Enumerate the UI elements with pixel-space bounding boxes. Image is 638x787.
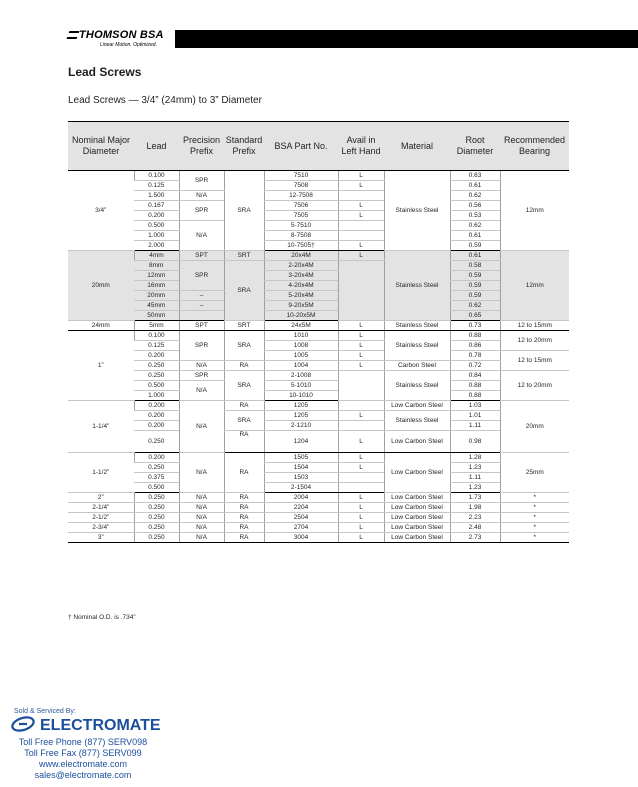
root-cell: 0.61	[450, 181, 500, 191]
standard-cell: SRA	[224, 331, 264, 361]
bearing-cell: *	[500, 533, 569, 543]
part-cell: 5-1010	[264, 381, 338, 391]
material-cell: Low Carbon Steel	[384, 513, 450, 523]
lead-cell: 0.250	[134, 431, 179, 453]
part-cell: 12-7508	[264, 191, 338, 201]
website-link[interactable]: www.electromate.com	[38, 759, 128, 769]
root-cell: 0.59	[450, 271, 500, 281]
lead-cell: 0.500	[134, 221, 179, 231]
part-cell: 1204	[264, 431, 338, 453]
lead-cell: 0.250	[134, 371, 179, 381]
root-cell: 0.88	[450, 391, 500, 401]
standard-cell: RA	[224, 523, 264, 533]
part-cell: 10-7505†	[264, 241, 338, 251]
table-row	[68, 331, 569, 341]
precision-cell: N/A	[179, 513, 224, 523]
root-cell: 0.62	[450, 301, 500, 311]
root-cell: 0.98	[450, 431, 500, 453]
table-row	[68, 371, 569, 381]
root-cell: 0.88	[450, 381, 500, 391]
table-row	[68, 523, 569, 533]
lead-cell: 0.250	[134, 513, 179, 523]
table-row	[68, 513, 569, 523]
bearing-cell: 25mm	[500, 453, 569, 493]
diameter-cell: 1”	[68, 331, 134, 401]
hand-cell	[338, 231, 384, 241]
thomson-logo	[68, 29, 164, 41]
standard-cell: SRA	[224, 371, 264, 401]
root-cell: 0.61	[450, 231, 500, 241]
electromate-logo-icon	[10, 716, 36, 732]
hand-cell: L	[338, 361, 384, 371]
material-cell: Stainless Steel	[384, 321, 450, 331]
lead-cell: 8mm	[134, 261, 179, 271]
header-row	[68, 122, 569, 171]
hand-cell: L	[338, 431, 384, 453]
precision-cell: –	[179, 291, 224, 301]
lead-cell: 0.167	[134, 201, 179, 211]
hand-cell: L	[338, 341, 384, 351]
lead-cell: 0.200	[134, 421, 179, 431]
electromate-logo	[10, 716, 161, 735]
part-cell: 4-20x4M	[264, 281, 338, 291]
bearing-cell: *	[500, 503, 569, 513]
table-row	[68, 463, 569, 473]
standard-cell: RA	[224, 431, 264, 453]
table-row	[68, 411, 569, 421]
root-cell: 0.78	[450, 351, 500, 361]
standard-cell: RA	[224, 503, 264, 513]
bearing-cell: 12 to 15mm	[500, 351, 569, 371]
root-cell: 0.59	[450, 291, 500, 301]
part-cell: 8-7508	[264, 231, 338, 241]
material-cell: Low Carbon Steel	[384, 401, 450, 411]
hand-cell	[338, 261, 384, 321]
diameter-cell: 2”	[68, 493, 134, 503]
part-cell: 1503	[264, 473, 338, 483]
phone-text: Toll Free Phone (877) SERV098	[18, 737, 148, 747]
part-cell: 7510	[264, 171, 338, 181]
table-row	[68, 421, 569, 431]
bearing-cell: 20mm	[500, 401, 569, 453]
hand-cell: L	[338, 523, 384, 533]
root-cell: 1.23	[450, 463, 500, 473]
col-part: BSA Part No.	[264, 122, 338, 171]
brand-tagline: Linear Motion. Optimized.	[100, 42, 157, 48]
bearing-cell: 12 to 20mm	[500, 371, 569, 401]
table-row	[68, 231, 569, 241]
col-bearing: Recommended Bearing	[500, 122, 569, 171]
lead-cell: 0.250	[134, 463, 179, 473]
hand-cell: L	[338, 331, 384, 341]
root-cell: 0.58	[450, 261, 500, 271]
lead-cell: 0.250	[134, 361, 179, 371]
hand-cell: L	[338, 251, 384, 261]
lead-cell: 0.250	[134, 503, 179, 513]
precision-cell: SPR	[179, 261, 224, 291]
part-cell: 2504	[264, 513, 338, 523]
part-cell: 2-1210	[264, 421, 338, 431]
root-cell: 1.28	[450, 453, 500, 463]
root-cell: 0.62	[450, 221, 500, 231]
root-cell: 1.73	[450, 493, 500, 503]
diameter-cell: 2-1/4”	[68, 503, 134, 513]
part-cell: 7505	[264, 211, 338, 221]
col-material: Material	[384, 122, 450, 171]
lead-cell: 0.100	[134, 171, 179, 181]
lead-cell: 0.125	[134, 181, 179, 191]
lead-cell: 45mm	[134, 301, 179, 311]
table-row	[68, 271, 569, 281]
material-cell: Low Carbon Steel	[384, 453, 450, 493]
fax-text: Toll Free Fax (877) SERV099	[24, 748, 142, 758]
table-row	[68, 493, 569, 503]
table-row	[68, 191, 569, 201]
sold-by-label: Sold & Serviced By:	[14, 708, 76, 715]
standard-cell: RA	[224, 401, 264, 411]
lead-screw-table	[68, 121, 569, 543]
part-cell: 2-1008	[264, 371, 338, 381]
part-cell: 10-1010	[264, 391, 338, 401]
part-cell: 1005	[264, 351, 338, 361]
root-cell: 0.72	[450, 361, 500, 371]
col-root: Root Diameter	[450, 122, 500, 171]
table-row	[68, 291, 569, 301]
precision-cell: SPR	[179, 171, 224, 191]
standard-cell: SRT	[224, 321, 264, 331]
hand-cell	[338, 401, 384, 411]
precision-cell: N/A	[179, 191, 224, 201]
table-row	[68, 321, 569, 331]
hand-cell	[338, 483, 384, 493]
part-cell: 2004	[264, 493, 338, 503]
email-link[interactable]: sales@electromate.com	[34, 770, 132, 780]
material-cell: Stainless Steel	[384, 331, 450, 361]
col-hand: Avail in Left Hand	[338, 122, 384, 171]
precision-cell: N/A	[179, 503, 224, 513]
hand-cell: L	[338, 171, 384, 181]
standard-cell: RA	[224, 361, 264, 371]
table-row	[68, 431, 569, 453]
part-cell: 2-1504	[264, 483, 338, 493]
part-cell: 5-7510	[264, 221, 338, 231]
hand-cell: L	[338, 533, 384, 543]
lead-cell: 16mm	[134, 281, 179, 291]
root-cell: 0.63	[450, 171, 500, 181]
standard-cell: SRA	[224, 171, 264, 251]
table-row	[68, 401, 569, 411]
table-row	[68, 241, 569, 251]
lead-cell: 4mm	[134, 251, 179, 261]
lead-cell: 0.500	[134, 381, 179, 391]
hand-cell: L	[338, 513, 384, 523]
part-cell: 7508	[264, 181, 338, 191]
lead-cell: 0.200	[134, 453, 179, 463]
standard-cell: SRT	[224, 251, 264, 261]
table-row	[68, 221, 569, 231]
root-cell: 1.23	[450, 483, 500, 493]
root-cell: 1.98	[450, 503, 500, 513]
root-cell: 1.03	[450, 401, 500, 411]
lead-cell: 12mm	[134, 271, 179, 281]
part-cell: 1205	[264, 401, 338, 411]
bearing-cell: *	[500, 523, 569, 533]
root-cell: 0.73	[450, 321, 500, 331]
col-lead: Lead	[134, 122, 179, 171]
section-title: Lead Screws	[68, 65, 142, 79]
material-cell: Low Carbon Steel	[384, 533, 450, 543]
precision-cell: SPR	[179, 331, 224, 361]
table-row	[68, 341, 569, 351]
root-cell: 0.61	[450, 251, 500, 261]
hand-cell: L	[338, 503, 384, 513]
table-row	[68, 211, 569, 221]
root-cell: 0.56	[450, 201, 500, 211]
hand-cell: L	[338, 493, 384, 503]
brand-name: THOMSON BSA	[79, 29, 164, 41]
standard-cell: RA	[224, 453, 264, 493]
hand-cell: L	[338, 411, 384, 421]
standard-cell: RA	[224, 513, 264, 523]
hand-cell: L	[338, 321, 384, 331]
diameter-cell: 1-1/4”	[68, 401, 134, 453]
lead-cell: 0.250	[134, 493, 179, 503]
material-cell: Stainless Steel	[384, 251, 450, 321]
lead-cell: 0.200	[134, 351, 179, 361]
lead-cell: 1.000	[134, 231, 179, 241]
diameter-cell: 1-1/2”	[68, 453, 134, 493]
part-cell: 3004	[264, 533, 338, 543]
diameter-cell: 2-1/2”	[68, 513, 134, 523]
footnote: † Nominal O.D. is .734”	[68, 614, 136, 621]
material-cell: Low Carbon Steel	[384, 431, 450, 453]
table-row	[68, 473, 569, 483]
table-row	[68, 503, 569, 513]
part-cell: 1008	[264, 341, 338, 351]
precision-cell: N/A	[179, 493, 224, 503]
table-row	[68, 391, 569, 401]
precision-cell: –	[179, 301, 224, 311]
root-cell: 0.86	[450, 341, 500, 351]
table-row	[68, 261, 569, 271]
header-bar	[175, 30, 638, 48]
lead-cell: 50mm	[134, 311, 179, 321]
precision-cell: SPT	[179, 251, 224, 261]
part-cell: 5-20x4M	[264, 291, 338, 301]
diameter-cell: 3”	[68, 533, 134, 543]
part-cell: 1505	[264, 453, 338, 463]
lead-cell: 0.200	[134, 211, 179, 221]
lead-cell: 0.375	[134, 473, 179, 483]
precision-cell: N/A	[179, 221, 224, 251]
root-cell: 0.53	[450, 211, 500, 221]
lead-cell: 0.250	[134, 533, 179, 543]
table-row	[68, 381, 569, 391]
standard-cell: RA	[224, 533, 264, 543]
precision-cell: SPR	[179, 201, 224, 221]
bearing-cell: 12mm	[500, 171, 569, 251]
table-row	[68, 251, 569, 261]
standard-cell: RA	[224, 493, 264, 503]
hand-cell	[338, 371, 384, 401]
precision-cell	[179, 311, 224, 321]
root-cell: 0.88	[450, 331, 500, 341]
standard-cell: SRA	[224, 261, 264, 321]
part-cell: 2204	[264, 503, 338, 513]
precision-cell: N/A	[179, 381, 224, 401]
table-row	[68, 281, 569, 291]
hand-cell: L	[338, 201, 384, 211]
lead-cell: 0.250	[134, 523, 179, 533]
table-row	[68, 483, 569, 493]
hand-cell	[338, 421, 384, 431]
lead-cell: 0.500	[134, 483, 179, 493]
bearing-cell: 12mm	[500, 251, 569, 321]
col-precision: Precision Prefix	[179, 122, 224, 171]
lead-cell: 5mm	[134, 321, 179, 331]
diameter-cell: 3/4”	[68, 171, 134, 251]
lead-cell: 0.200	[134, 401, 179, 411]
lead-cell: 1.000	[134, 391, 179, 401]
part-cell: 20x4M	[264, 251, 338, 261]
hand-cell: L	[338, 453, 384, 463]
root-cell: 0.65	[450, 311, 500, 321]
table-row	[68, 181, 569, 191]
diameter-cell: 2-3/4”	[68, 523, 134, 533]
bearing-cell: 12 to 20mm	[500, 331, 569, 351]
diameter-cell: 20mm	[68, 251, 134, 321]
root-cell: 2.23	[450, 513, 500, 523]
lead-cell: 20mm	[134, 291, 179, 301]
precision-cell: SPR	[179, 371, 224, 381]
table-row	[68, 171, 569, 181]
material-cell: Stainless Steel	[384, 411, 450, 431]
table-row	[68, 361, 569, 371]
standard-cell: SRA	[224, 411, 264, 431]
diameter-cell: 24mm	[68, 321, 134, 331]
part-cell: 2-20x4M	[264, 261, 338, 271]
root-cell: 0.59	[450, 281, 500, 291]
material-cell: Stainless Steel	[384, 171, 450, 251]
precision-cell: N/A	[179, 523, 224, 533]
part-cell: 3-20x4M	[264, 271, 338, 281]
bearing-cell: 12 to 15mm	[500, 321, 569, 331]
part-cell: 1004	[264, 361, 338, 371]
part-cell: 9-20x5M	[264, 301, 338, 311]
part-cell: 1205	[264, 411, 338, 421]
hand-cell: L	[338, 181, 384, 191]
root-cell: 1.11	[450, 421, 500, 431]
material-cell: Stainless Steel	[384, 371, 450, 401]
hand-cell: L	[338, 463, 384, 473]
bearing-cell: *	[500, 513, 569, 523]
root-cell: 0.84	[450, 371, 500, 381]
table-row	[68, 201, 569, 211]
part-cell: 2704	[264, 523, 338, 533]
material-cell: Low Carbon Steel	[384, 493, 450, 503]
precision-cell: N/A	[179, 453, 224, 493]
part-cell: 10-20x5M	[264, 311, 338, 321]
bearing-cell: *	[500, 493, 569, 503]
hand-cell: L	[338, 351, 384, 361]
lead-cell: 1.500	[134, 191, 179, 201]
distributor-name: ELECTROMATE	[40, 717, 161, 734]
hand-cell: L	[338, 211, 384, 221]
lead-cell: 2.000	[134, 241, 179, 251]
table-row	[68, 311, 569, 321]
part-cell: 1504	[264, 463, 338, 473]
material-cell: Low Carbon Steel	[384, 523, 450, 533]
table-row	[68, 301, 569, 311]
hand-cell: L	[338, 241, 384, 251]
precision-cell: SPT	[179, 321, 224, 331]
precision-cell: N/A	[179, 361, 224, 371]
root-cell: 2.73	[450, 533, 500, 543]
root-cell: 0.62	[450, 191, 500, 201]
table-caption: Lead Screws — 3/4” (24mm) to 3” Diameter	[68, 95, 262, 106]
root-cell: 1.11	[450, 473, 500, 483]
part-cell: 7506	[264, 201, 338, 211]
lead-cell: 0.100	[134, 331, 179, 341]
part-cell: 1010	[264, 331, 338, 341]
table-row	[68, 533, 569, 543]
hand-cell	[338, 191, 384, 201]
root-cell: 2.48	[450, 523, 500, 533]
precision-cell: N/A	[179, 533, 224, 543]
precision-cell: N/A	[179, 401, 224, 453]
lead-cell: 0.200	[134, 411, 179, 421]
col-standard: Standard Prefix	[224, 122, 264, 171]
root-cell: 1.01	[450, 411, 500, 421]
hand-cell	[338, 221, 384, 231]
root-cell: 0.59	[450, 241, 500, 251]
material-cell: Low Carbon Steel	[384, 503, 450, 513]
table-row	[68, 453, 569, 463]
part-cell: 24x5M	[264, 321, 338, 331]
thomson-logo-mark-icon	[67, 31, 80, 39]
hand-cell	[338, 473, 384, 483]
table-row	[68, 351, 569, 361]
lead-cell: 0.125	[134, 341, 179, 351]
material-cell: Carbon Steel	[384, 361, 450, 371]
col-diameter: Nominal Major Diameter	[68, 122, 134, 171]
